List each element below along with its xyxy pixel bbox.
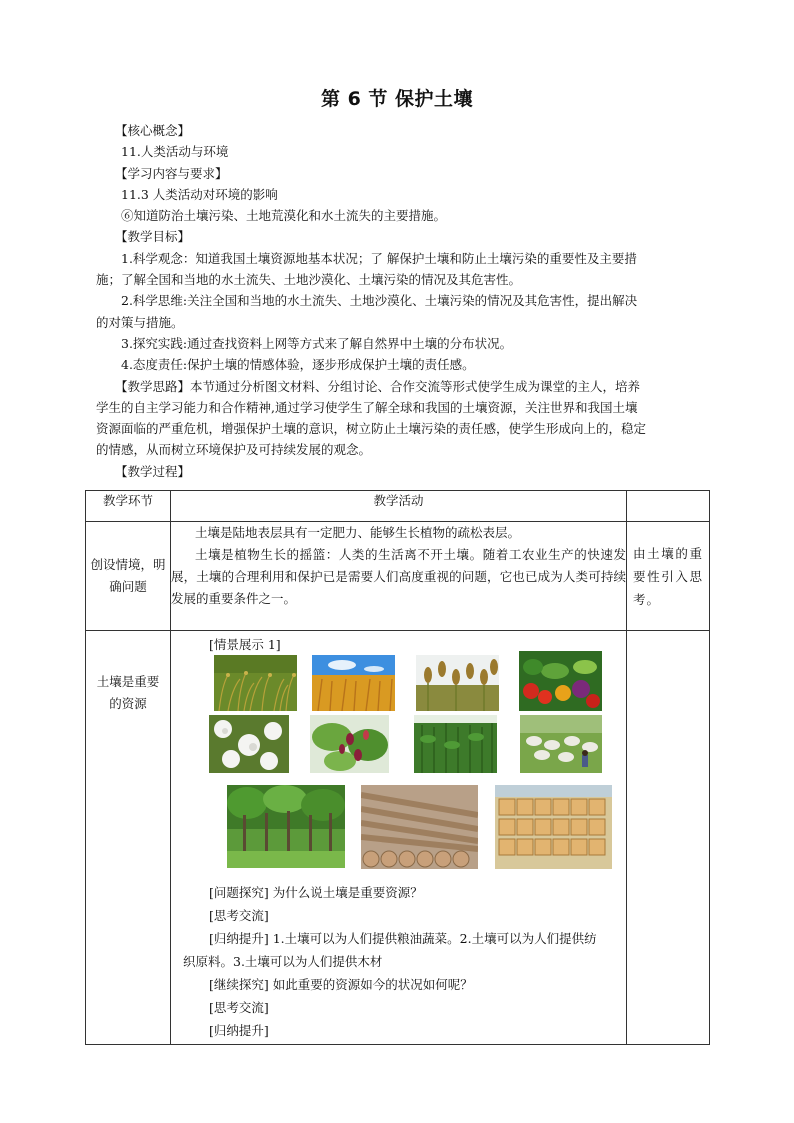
think-exchange-1: [思考交流] <box>209 908 269 923</box>
header-activity: 教学活动 <box>171 491 627 522</box>
lesson-intro <box>96 120 715 482</box>
summary-1b: 织原料。3.土壤可以为人们提供木材 <box>183 954 383 969</box>
goal-1b: 施；了解全国和当地的水土流失、土地沙漠化、土壤污染的情况及其危害性。 <box>96 272 522 288</box>
table-row <box>86 631 710 1045</box>
row2-stage-label: 土壤是重要的资源 <box>96 674 160 711</box>
continue-explore: [继续探究] 如此重要的资源如今的状况如何呢？ <box>209 977 473 992</box>
requirement-item: 11.3 人类活动对环境的影响 <box>121 186 278 202</box>
page-title: 第 6 节 保护土壤 <box>320 88 474 110</box>
teaching-process-table <box>85 490 710 1045</box>
row1-stage-label: 创设情境，明确问题 <box>90 557 166 594</box>
log-pile-photo <box>361 785 478 869</box>
lumber-stack-photo <box>495 785 612 869</box>
sheep-grazing-photo <box>520 715 602 773</box>
idea-c: 资源面临的严重危机，增强保护土壤的意识，树立防止土壤污染的责任感，使学生形成向上的，稳定 <box>96 421 647 437</box>
summary-2: [归纳提升] <box>209 1023 269 1038</box>
core-concept-item: 11.人类活动与环境 <box>121 144 229 160</box>
question-explore-1: [问题探究] 为什么说土壤是重要资源？ <box>209 885 423 900</box>
wheat-field-photo <box>312 655 395 711</box>
idea-d: 的情感，从而树立环境保护及可持续发展的观念。 <box>96 442 372 458</box>
forest-photo <box>227 785 345 868</box>
cotton-photo <box>209 715 289 773</box>
process-heading: 【教学过程】 <box>115 463 191 479</box>
row1-activity-2: 土壤是植物生长的摇篮：人类的生活离不开土壤。随着工农业生产的快速发展，土壤的合理利用和保护已是需要人们高度重视的问题，它也已成为人类可持续发展的重要条件之一。 <box>171 547 626 606</box>
row1-activity-1: 土壤是陆地表层具有一定肥力、能够生长植物的疏松表层。 <box>195 525 521 540</box>
goal-1a: 1.科学观念：知道我国土壤资源地基本状况；了 解保护土壤和防止土壤污染的重要性及主要措 <box>121 250 637 266</box>
row2-stage <box>86 631 171 1045</box>
header-stage: 教学环节 <box>86 491 171 522</box>
goal-2b: 的对策与措施。 <box>96 314 184 330</box>
vegetables-photo <box>519 651 602 711</box>
row2-activity <box>171 631 627 1045</box>
row1-stage <box>86 522 171 631</box>
table-row <box>86 522 710 631</box>
sorghum-field-photo <box>416 655 499 711</box>
goal-4: 4.态度责任:保护土壤的情感体验，逐步形成保护土壤的责任感。 <box>121 357 475 373</box>
header-note <box>627 491 710 522</box>
requirement-detail: ⑥知道防治土壤污染、土地荒漠化和水土流失的主要措施。 <box>121 208 447 224</box>
rice-field-photo <box>214 655 297 711</box>
goal-2a: 2.科学思维:关注全国和当地的水土流失、土地沙漠化、土壤污染的情况及其危害性，提出解决 <box>121 293 638 309</box>
mulberry-photo <box>310 715 389 773</box>
requirement-heading: 【学习内容与要求】 <box>115 165 228 181</box>
row1-note <box>627 522 710 631</box>
core-concept-heading: 【核心概念】 <box>115 123 191 138</box>
idea-b: 学生的自主学习能力和合作精神,通过学习使学生了解全球和我国的土壤资源，关注世界和我国土壤 <box>96 399 638 415</box>
row2-note <box>627 631 710 1045</box>
goal-heading: 【教学目标】 <box>115 229 191 245</box>
scene-label: [情景展示 1] <box>209 637 281 652</box>
row1-note-text: 由土壤的重要性引入思考。 <box>633 545 703 607</box>
think-exchange-2: [思考交流] <box>209 1000 269 1015</box>
row1-activity <box>171 522 627 631</box>
goal-3: 3.探究实践:通过查找资料上网等方式来了解自然界中土壤的分布状况。 <box>121 335 513 351</box>
idea-a: 【教学思路】本节通过分析图文材料、分组讨论、合作交流等形式使学生成为课堂的主人，培养 <box>115 378 641 394</box>
summary-1a: [归纳提升] 1.土壤可以为人们提供粮油蔬菜。2.土壤可以为人们提供纺 <box>209 931 597 946</box>
table-header-row <box>86 491 710 522</box>
sunflower-field-photo <box>414 715 497 773</box>
